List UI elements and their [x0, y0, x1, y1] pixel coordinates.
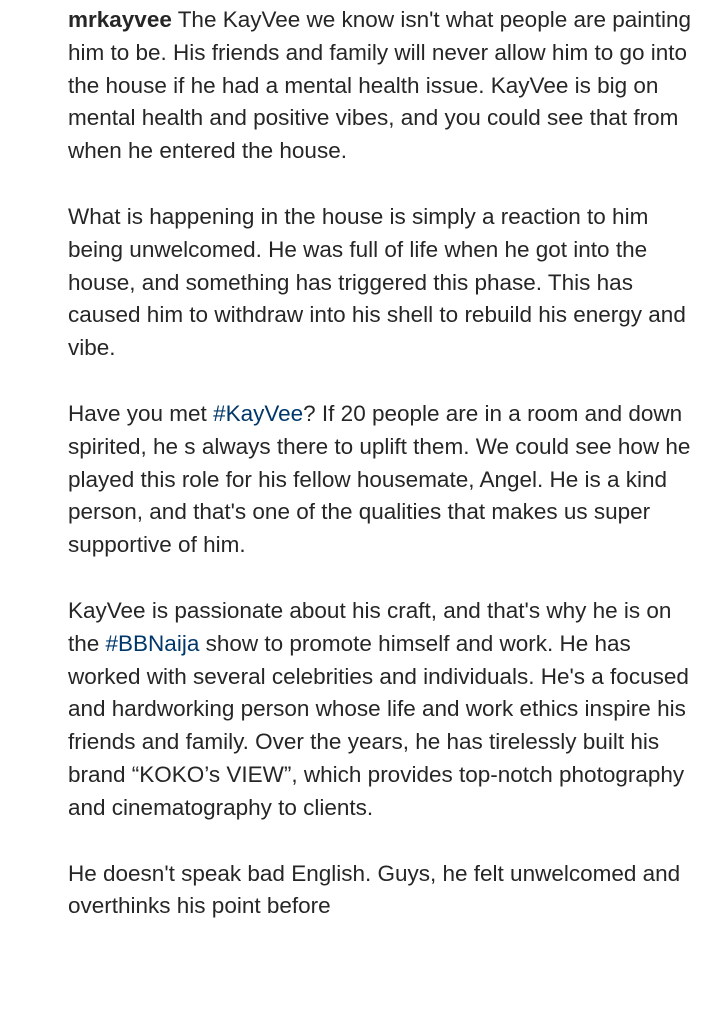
hashtag-kayvee-link[interactable]: #KayVee: [213, 400, 304, 426]
caption-paragraph-2: [68, 201, 708, 365]
paragraph-text: The KayVee we know isn't what people are painting him to be. His friends and family will never allow him to go into the house if he had a mental health issue. KayVee is big on mental health and positive vibes, and you could see that from when he entered the house.: [68, 7, 692, 164]
username-link[interactable]: mrkayvee: [68, 7, 172, 32]
post-caption: [68, 4, 708, 956]
caption-paragraph-4: [68, 595, 708, 825]
caption-paragraph-1: [68, 4, 708, 168]
paragraph-text: He doesn't speak bad English. Guys, he felt unwelcomed and overthinks his point before: [68, 860, 681, 919]
paragraph-text: What is happening in the house is simply a reaction to him being unwelcomed. He was full of life when he got into the house, and something has triggered this phase. This has caused him to withdraw into his shell to rebuild his energy and vibe.: [68, 203, 686, 361]
caption-paragraph-5: [68, 858, 708, 924]
paragraph-text: Have you met: [68, 400, 214, 426]
hashtag-bbnaija-link[interactable]: #BBNaija: [105, 630, 200, 656]
caption-paragraph-3: [68, 398, 708, 562]
paragraph-text: ? If 20 people are in a room and down spirited, he s always there to uplift them. We could see how he played this role for his fellow housemate, Angel. He is a kind person, and that's one of the qualities that makes us super supportive of him.: [68, 400, 691, 558]
paragraph-text: show to promote himself and work. He has worked with several celebrities and individuals. He's a focused and hardworking person whose life and work ethics inspire his friends and family. Over the years, he has tirelessly built his brand “KOKO’s VIEW”, which provides top-notch photography and cinematography to clients.: [68, 630, 689, 820]
paragraph-text: KayVee is passionate about his craft, and that's why he is on the: [68, 597, 672, 656]
